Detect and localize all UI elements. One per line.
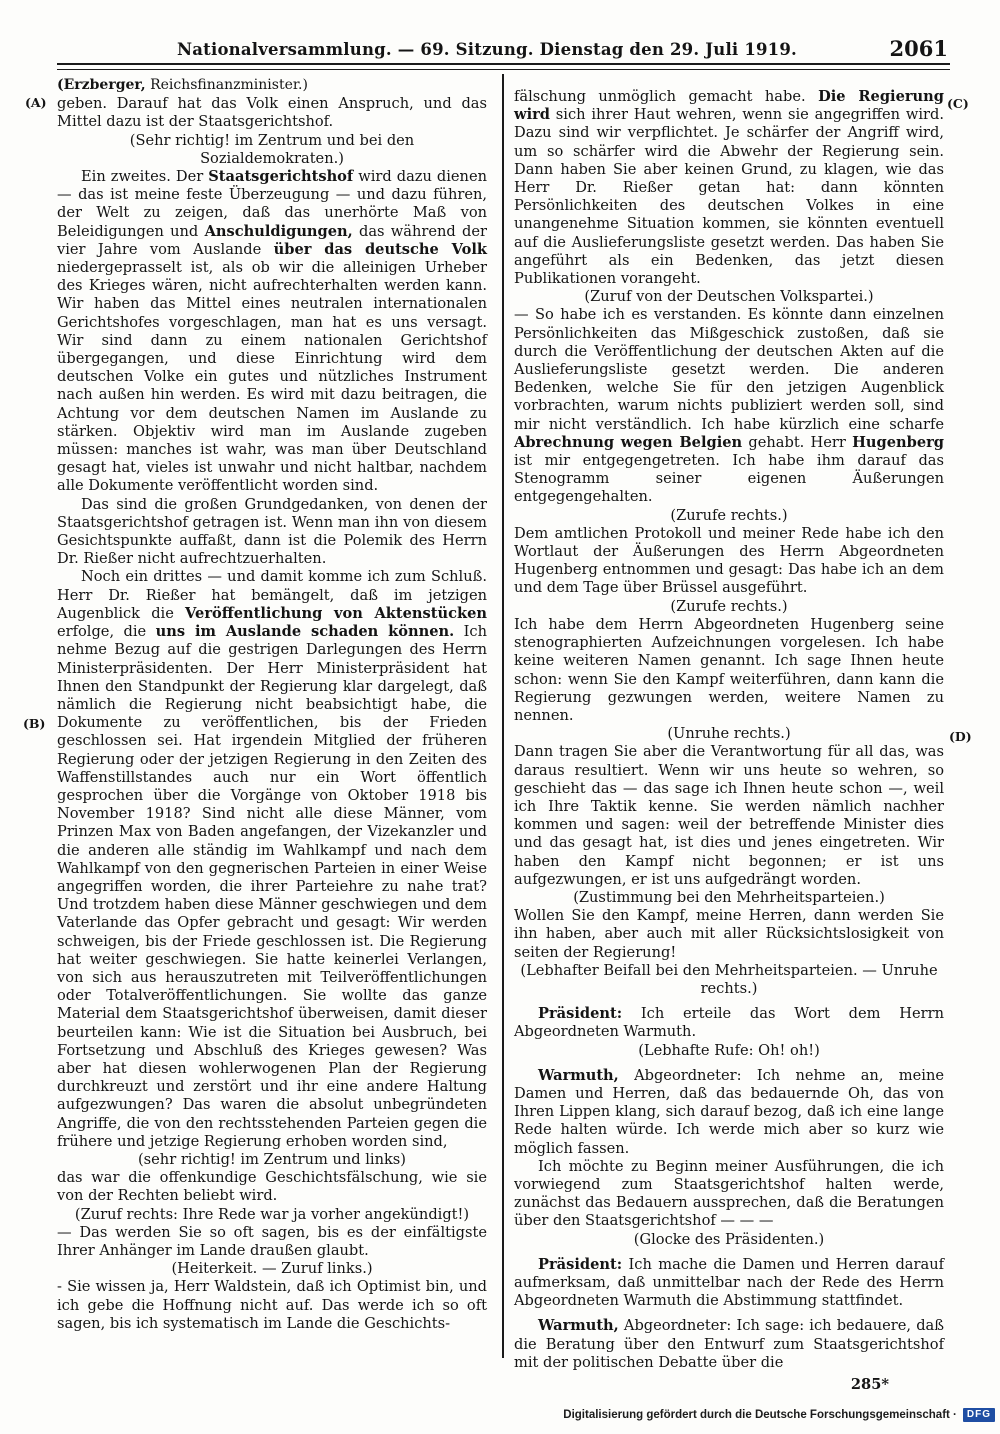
paragraph: Ich möchte zu Beginn meiner Ausführungen, die ich vorwiegend zum Staatsgerichtshof halten werde, zunächst das Bedauern aussprechen, daß die Beratungen über den Staatsgerichtshof — — —: [514, 1157, 944, 1230]
paragraph: Noch ein drittes — und damit komme ich zum Schluß. Herr Dr. Rießer hat bemängelt, daß im jetzigen Augenblick die Veröffentlichung von Aktenstücken erfolge, die uns im Auslande schaden können. Ich nehme Bezug auf die gestrigen Darlegungen des Herrn Ministerpräsidenten. Der Herr Ministerpräsident hat Ihnen den Standpunkt der Regierung klar dargelegt, daß nämlich die Regierung nicht beabsichtigt habe, die Dokumente zu veröffentlichen, bis der Frieden geschlossen sei. Hat irgendein Mitglied der früheren Regierung oder der jetzigen Regierung in den Zeiten des Waffenstillstandes auch nur ein Wort öffentlich gesprochen über die Vorgänge von Oktober 1918 bis November 1918? Sind nicht alle diese Männer, vom Prinzen Max von Baden angefangen, der Vizekanzler und die anderen alle ständig im Wahlkampf und nach dem Wahlkampf von den gegnerischen Parteien in einer Weise angegriffen worden, die ihrer Parteiehre zu nahe trat? Und trotzdem haben diese Männer geschwiegen und dem Vaterlande das Opfer gebracht und gesagt: Wir werden schweigen, bis der Friede geschlossen ist. Die Regierung hat weiter geschwiegen. Sie hatte keinerlei Verlangen, von sich aus herauszutreten mit Teilveröffentlichungen oder Totalveröffentlichungen. Sie wollte das ganze Material dem Staatsgerichtshof überweisen, damit dieser beurteilen kann: Wie ist die Situation bei Ausbruch, bei Fortsetzung und Abschluß des Krieges gewesen? Was aber hat diesen wohlerwogenen Plan der Regierung durchkreuzt und zerstört und ihr eine andere Haltung aufgezwungen? Das waren die absolut unbegründeten Angriffe, die von den rechtsstehenden Parteien gegen die frühere und jetzige Regierung erhoben worden sind,: [57, 568, 487, 1150]
margin-marker-b: (B): [23, 716, 46, 731]
stage-direction: (Zuruf von der Deutschen Volkspartei.): [584, 288, 874, 306]
right-column: [514, 88, 944, 1394]
stage-direction: (Zurufe rechts.): [670, 506, 788, 524]
paragraph: Warmuth, Abgeordneter: Ich sage: ich bedauere, daß die Beratung über den Entwurf zum Staatsgerichtshof mit der politischen Debatte über die: [514, 1317, 944, 1371]
left-column: [57, 76, 487, 1333]
stage-direction: (sehr richtig! im Zentrum und links): [137, 1150, 406, 1168]
stage-direction: (Lebhafte Rufe: Oh! oh!): [638, 1041, 820, 1059]
stage-direction: (Zustimmung bei den Mehrheitsparteien.): [573, 888, 885, 906]
paragraph: Präsident: Ich mache die Damen und Herren darauf aufmerksam, daß unmittelbar nach der Rede des Herrn Abgeordneten Warmuth die Abstimmung stattfindet.: [514, 1255, 944, 1310]
paragraph: Präsident: Ich erteile das Wort dem Herrn Abgeordneten Warmuth.: [514, 1005, 944, 1041]
paragraph: Dann tragen Sie aber die Verantwortung für all das, was daraus resultiert. Wenn wir uns heute so wehren, so geschieht das — das sage ich Ihnen heute schon —, weil ich Ihre Taktik kenne. Sie werden nämlich nachher kommen und sagen: weil der betreffende Minister dies und das gesagt hat, ist dies und jenes eingetreten. Wir haben den Kampf nicht begonnen; er ist uns aufgezwungen, er ist uns aufgedrängt worden.: [514, 743, 944, 888]
stage-direction: (Zurufe rechts.): [670, 597, 788, 615]
stage-direction: (Heiterkeit. — Zuruf links.): [171, 1260, 373, 1278]
running-header: (Erzberger, Reichsfinanzminister.): [57, 77, 308, 93]
stage-direction: (Lebhafter Beifall bei den Mehrheitsparteien. — Unruhe rechts.): [520, 961, 938, 997]
stage-direction: (Glocke des Präsidenten.): [633, 1230, 825, 1248]
margin-marker-d: (D): [949, 729, 972, 744]
paragraph: Wollen Sie den Kampf, meine Herren, dann werden Sie ihn haben, aber auch mit aller Rücksichtslosigkeit von seiten der Regierung!: [514, 907, 944, 961]
stage-direction: (Zuruf rechts: Ihre Rede war ja vorher angekündigt!): [74, 1205, 470, 1223]
margin-marker-c: (C): [947, 96, 969, 111]
paragraph: Ein zweites. Der Staatsgerichtshof wird dazu dienen — das ist meine feste Überzeugung — und dazu führen, der Welt zu zeigen, daß das unerhörte Maß von Beleidigungen und Anschuldigungen, das während der vier Jahre vom Auslande über das deutsche Volk niedergeprasselt ist, als ob wir die alleinigen Urheber des Krieges wären, nicht aufrechterhalten werden kann. Wir haben das Mittel eines neutralen internationalen Gerichtshofes vorgeschlagen, man hat es uns versagt. Wir sind dann zu einem nationalen Gerichtshof übergegangen, und diese Einrichtung wird dem deutschen Volke ein gutes und nützliches Instrument nach außen hin werden. Es wird mit dazu beitragen, die Achtung vor dem deutschen Namen im Auslande zu stärken. Objektiv wird man im Auslande zugeben müssen: manches ist wahr, was man über Deutschland gesagt hat, vieles ist unwahr und nicht haltbar, nachdem alle Dokumente veröffentlicht worden sind.: [57, 168, 487, 495]
page-number: 2061: [889, 36, 948, 61]
paragraph: — So habe ich es verstanden. Es könnte dann einzelnen Persönlichkeiten das Mißgeschick zustoßen, daß sie durch die Veröffentlichung der deutschen Akten auf die Auslieferungsliste gesetzt werden. Die anderen Bedenken, welche Sie für den jetzigen Augenblick vorbrachten, warum nichts publiziert werden soll, sind mir nicht verständlich. Ich habe kürzlich eine scharfe Abrechnung wegen Belgien gehabt. Herr Hugenberg ist mir entgegengetreten. Ich habe ihm darauf das Stenogramm seiner eigenen Äußerungen entgegengehalten.: [514, 306, 945, 506]
column-divider-rule: [502, 74, 504, 1358]
stage-direction: (Sehr richtig! im Zentrum und bei den Sozialdemokraten.): [129, 131, 415, 167]
stage-direction: (Unruhe rechts.): [667, 725, 791, 743]
paragraph: — Das werden Sie so oft sagen, bis es der einfältigste Ihrer Anhänger im Lande draußen glaubt.: [57, 1223, 487, 1259]
paragraph: Das sind die großen Grundgedanken, von denen der Staatsgerichtshof getragen ist. Wenn man ihn von diesem Gesichtspunkte auffaßt, dann ist die Polemik des Herrn Dr. Rießer nicht aufrechtzuerhalten.: [57, 495, 487, 568]
header-rule: [57, 63, 950, 70]
paragraph: Warmuth, Abgeordneter: Ich nehme an, meine Damen und Herren, daß das bedauernde Oh, das von Ihren Lippen klang, sich darauf bezog, daß ich eine lange Rede halten würde. Ich werde mich aber so kurz wie möglich fassen.: [514, 1066, 944, 1157]
page-mark: 285*: [850, 1376, 889, 1394]
dfg-logo: DFG: [963, 1408, 995, 1422]
paragraph: geben. Darauf hat das Volk einen Anspruch, und das Mittel dazu ist der Staatsgerichtshof.: [57, 95, 487, 131]
paragraph: Ich habe dem Herrn Abgeordneten Hugenberg seine stenographierten Aufzeichnungen vorgelesen. Ich habe keine weiteren Namen genannt. Ich sage Ihnen heute schon: wenn Sie den Kampf weiterführen, dann kann die Regierung gezwungen werden, weitere Namen zu nennen.: [514, 615, 944, 724]
paragraph: das war die offenkundige Geschichtsfälschung, wie sie von der Rechten beliebt wird.: [57, 1169, 487, 1205]
paragraph: fälschung unmöglich gemacht habe. Die Regierung wird sich ihrer Haut wehren, wenn sie angegriffen wird. Dazu sind wir verpflichtet. Je schärfer der Angriff wird, um so schärfer wird die Abwehr der Regierung sein. Dann haben Sie aber keinen Grund, zu klagen, wie das Herr Dr. Rießer getan hat: dann könnten Persönlichkeiten des deutschen Volkes in eine unangenehme Situation kommen, sie könnten eventuell auf die Auslieferungsliste gesetzt werden. Das haben Sie angeführt als ein Bedenken, das jetzt diesen Publikationen vorangeht.: [514, 88, 944, 288]
digitization-footer: [563, 1408, 995, 1422]
margin-marker-a: (A): [25, 95, 47, 110]
paragraph: - Sie wissen ja, Herr Waldstein, daß ich Optimist bin, und ich gebe die Hoffnung nicht auf. Das werde ich so oft sagen, bis ich systematisch im Lande die Geschichts-: [57, 1278, 487, 1332]
digitization-note: Digitalisierung gefördert durch die Deutsche Forschungsgemeinschaft ·: [563, 1409, 957, 1421]
page-header-title: Nationalversammlung. — 69. Sitzung. Dienstag den 29. Juli 1919.: [176, 40, 797, 59]
paragraph: Dem amtlichen Protokoll und meiner Rede habe ich den Wortlaut der Äußerungen des Herrn Abgeordneten Hugenberg entnommen und gesagt: Das habe ich an dem und dem Tage über Brüssel ausgeführt.: [514, 524, 944, 597]
